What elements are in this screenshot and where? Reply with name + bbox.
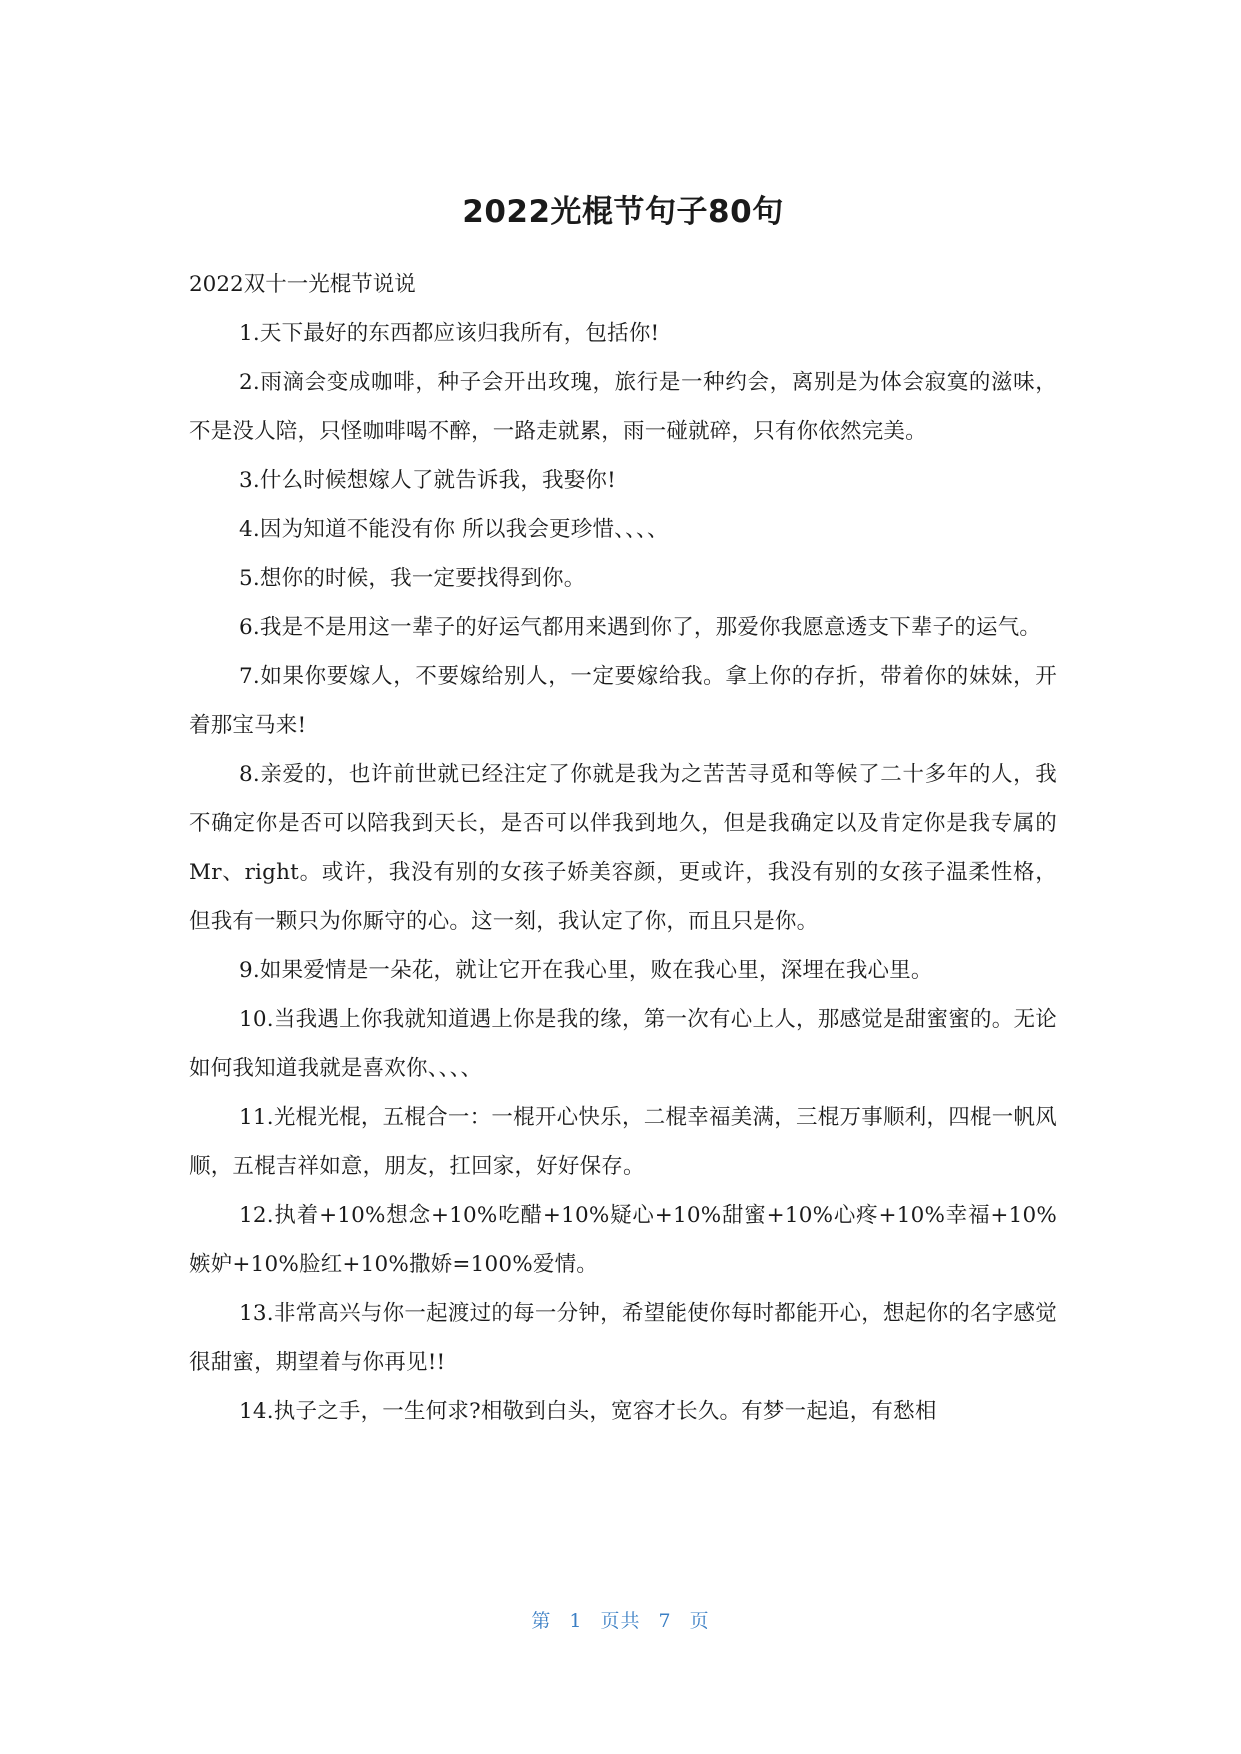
paragraph-7: 7.如果你要嫁人，不要嫁给别人，一定要嫁给我。拿上你的存折，带着你的妹妹，开着那宝马来!	[189, 664, 1057, 738]
document-title: 2022光棍节句子80句	[462, 194, 784, 230]
paragraph-5: 5.想你的时候，我一定要找得到你。	[239, 566, 586, 591]
paragraph-1: 1.天下最好的东西都应该归我所有，包括你!	[239, 321, 660, 346]
footer-current-page: 1	[569, 1610, 583, 1632]
paragraph-10: 10.当我遇上你我就知道遇上你是我的缘，第一次有心上人，那感觉是甜蜜蜜的。无论如何我知道我就是喜欢你、、、、	[189, 1007, 1057, 1081]
document-subtitle: 2022双十一光棍节说说	[189, 272, 416, 297]
footer-total-pages: 7	[658, 1610, 672, 1632]
footer-label-page: 第	[531, 1610, 552, 1632]
document-body	[189, 190, 1057, 1436]
paragraph-14: 14.执子之手，一生何求?相敬到白头，宽容才长久。有梦一起追，有愁相	[239, 1399, 937, 1424]
paragraph-13: 13.非常高兴与你一起渡过的每一分钟，希望能使你每时都能开心，想起你的名字感觉很甜蜜，期望着与你再见!!	[189, 1301, 1057, 1375]
paragraph-3: 3.什么时候想嫁人了就告诉我，我娶你!	[239, 468, 616, 493]
footer-label-page-of: 页共	[600, 1610, 641, 1632]
paragraph-12: 12.执着+10%想念+10%吃醋+10%疑心+10%甜蜜+10%心疼+10%幸福+10%嫉妒+10%脸红+10%撒娇=100%爱情。	[189, 1203, 1057, 1277]
page-footer	[0, 1606, 1241, 1633]
paragraph-8: 8.亲爱的，也许前世就已经注定了你就是我为之苦苦寻觅和等候了二十多年的人，我不确定你是否可以陪我到天长，是否可以伴我到地久，但是我确定以及肯定你是我专属的Mr、right。或许，我没有别的女孩子娇美容颜，更或许，我没有别的女孩子温柔性格，但我有一颗只为你厮守的心。这一刻，我认定了你，而且只是你。	[189, 762, 1057, 934]
paragraph-4: 4.因为知道不能没有你 所以我会更珍惜、、、、	[239, 517, 669, 542]
paragraph-9: 9.如果爱情是一朵花，就让它开在我心里，败在我心里，深埋在我心里。	[239, 958, 933, 983]
footer-label-page-end: 页	[689, 1610, 710, 1632]
paragraph-11: 11.光棍光棍，五棍合一：一棍开心快乐，二棍幸福美满，三棍万事顺利，四棍一帆风顺，五棍吉祥如意，朋友，扛回家，好好保存。	[189, 1105, 1057, 1179]
paragraph-2: 2.雨滴会变成咖啡，种子会开出玫瑰，旅行是一种约会，离别是为体会寂寞的滋味，不是没人陪，只怪咖啡喝不醉，一路走就累，雨一碰就碎，只有你依然完美。	[189, 370, 1057, 444]
paragraph-6: 6.我是不是用这一辈子的好运气都用来遇到你了，那爱你我愿意透支下辈子的运气。	[239, 615, 1042, 640]
